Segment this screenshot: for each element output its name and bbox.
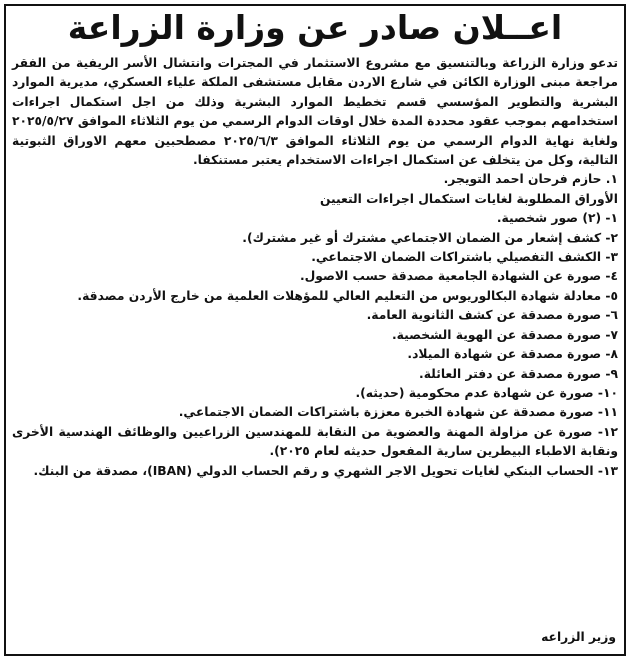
announcement-title: اعــلان صادر عن وزارة الزراعة bbox=[67, 8, 563, 47]
candidate-name: ١. حازم فرحان احمد التويجر. bbox=[443, 172, 618, 187]
announcement-body bbox=[6, 54, 624, 481]
document-item: ٩- صورة مصدقة عن دفتر العائلة. bbox=[419, 366, 618, 381]
document-item: ٢- كشف إشعار من الضمان الاجتماعي مشترك أو غير مشترك). bbox=[242, 230, 618, 245]
document-item: ١٠- صورة عن شهادة عدم محكومية (حديثه). bbox=[355, 385, 618, 400]
document-item: ١١- صورة مصدقة عن شهادة الخبرة معززة باشتراكات الضمان الاجتماعي. bbox=[178, 405, 618, 420]
document-item: ١- (٢) صور شخصية. bbox=[496, 211, 618, 226]
document-item: ٧- صورة مصدقة عن الهوية الشخصية. bbox=[392, 327, 618, 342]
document-item: ٦- صورة مصدقة عن كشف الثانوية العامة. bbox=[366, 308, 618, 323]
document-item: ٣- الكشف التفصيلي باشتراكات الضمان الاجتماعي. bbox=[311, 250, 618, 265]
document-item: ١٣- الحساب البنكي لغايات تحويل الاجر الشهري و رقم الحساب الدولي (IBAN)، مصدقة من البنك. bbox=[33, 463, 618, 478]
document-item: ٥- معادلة شهادة البكالوريوس من التعليم العالي للمؤهلات العلمية من خارج الأردن مصدقة. bbox=[77, 288, 618, 303]
intro-paragraph: تدعو وزارة الزراعة وبالتنسيق مع مشروع الاستثمار في المجترات وانتشال الأسر الريفية من الفقر مراجعة مبنى الوزارة الكائن في شارع الاردن مقابل مستشفى الملكة علياء العسكري، مديرية الموارد البشرية والتطوير المؤسسي قسم تخطيط الموارد البشرية وذلك من اجل استكمال اجراءات استخدامهم بموجب عقود محددة المدة خلال اوقات الدوام الرسمي من يوم الثلاثاء الموافق ٢٠٢٥/٥/٢٧ ولغاية نهاية الدوام الرسمي من يوم الثلاثاء الموافق ٢٠٢٥/٦/٣ مصطحبين معهم الاوراق الثبوتية التالية، وكل من يتخلف عن استكمال اجراءات الاستخدام يعتبر مستنكفا. bbox=[12, 56, 618, 168]
minister-signature: وزير الزراعه bbox=[541, 630, 616, 644]
documents-heading: الأوراق المطلوبة لغايات استكمال اجراءات التعيين bbox=[319, 191, 618, 206]
document-item: ٤- صورة عن الشهادة الجامعية مصدقة حسب الاصول. bbox=[299, 269, 618, 284]
announcement-frame bbox=[4, 4, 626, 656]
document-item: ٨- صورة مصدقة عن شهادة الميلاد. bbox=[407, 347, 618, 362]
document-item: ١٢- صورة عن مزاولة المهنة والعضوية من النقابة للمهندسين الزراعيين والوظائف الهندسية الأخرى ونقابة الاطباء البيطرين سارية المفعول حديثه لعام ٢٠٢٥). bbox=[12, 424, 618, 459]
documents-list bbox=[12, 209, 618, 481]
